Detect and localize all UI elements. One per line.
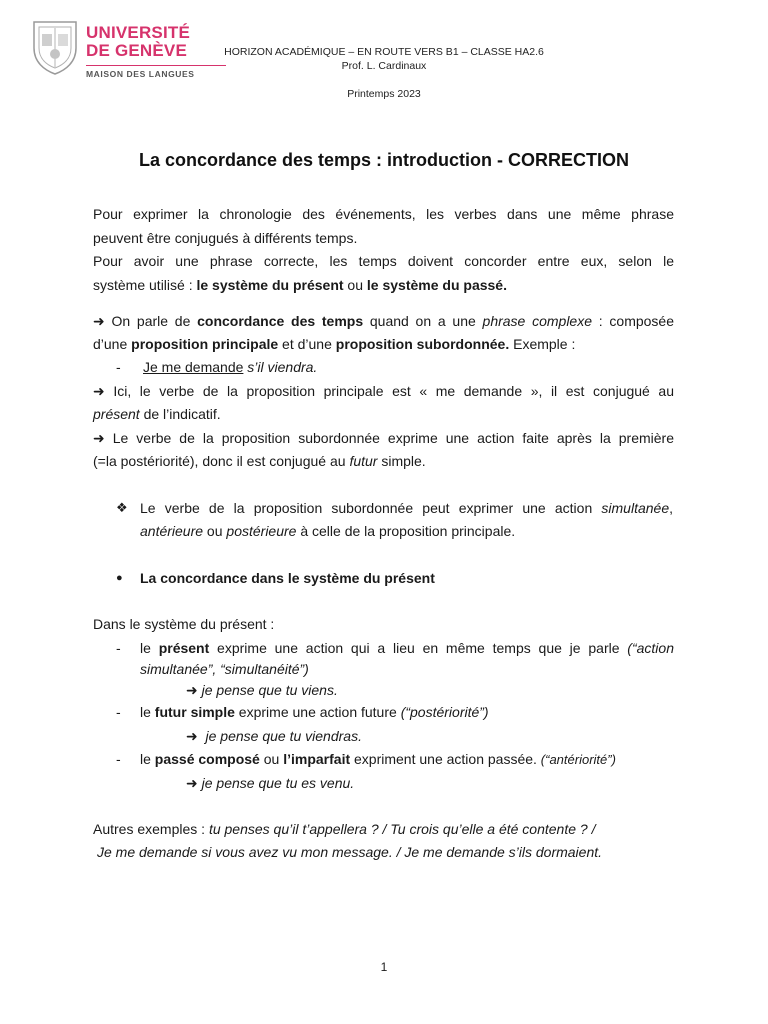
arrow-icon: ➜ <box>186 775 198 791</box>
present-item-3: le passé composé ou l’imparfait expriment une action passée. (“antériorité”) <box>140 751 616 767</box>
present-intro: Dans le système du présent : <box>93 616 275 632</box>
teacher-name: Prof. L. Cardinaux <box>341 60 427 72</box>
intro-line-1: Pour exprimer la chronologie des événements, les verbes dans une même phrase <box>93 206 674 222</box>
intro-line-4: système utilisé : le système du présent ou le système du passé. <box>93 277 507 293</box>
list-dash: - <box>116 704 121 720</box>
explain-line-4: présent de l’indicatif. <box>93 406 221 422</box>
diamond-bullet-icon: ❖ <box>116 500 128 515</box>
note-line-1: Le verbe de la proposition subordonnée peut exprimer une action simultanée, <box>140 500 673 516</box>
explain-line-2: d’une proposition principale et d’une proposition subordonnée. Exemple : <box>93 336 576 352</box>
list-dash: - <box>116 751 121 767</box>
example-dash: - <box>116 359 121 375</box>
page-number: 1 <box>380 960 388 974</box>
explain-line-6: (=la postériorité), donc il est conjugué au futur simple. <box>93 453 426 469</box>
past-system-term: le système du passé. <box>366 277 507 293</box>
list-dash: - <box>116 640 121 656</box>
intro-line-2: peuvent être conjugués à différents temps. <box>93 230 358 246</box>
university-logo <box>28 18 208 88</box>
explain-line-5: ➜ Le verbe de la proposition subordonnée exprime une action faite après la première <box>93 430 674 446</box>
section-heading: La concordance dans le système du présent <box>140 570 435 586</box>
present-item-1-line-1: le présent exprime une action qui a lieu en même temps que je parle (“action <box>140 640 674 656</box>
term: Printemps 2023 <box>347 88 421 100</box>
logo-text-line2: DE GENÈVE <box>86 41 187 60</box>
present-item-1-example: ➜ je pense que tu viens. <box>186 682 338 698</box>
present-item-2: le futur simple exprime une action future (“postériorité”) <box>140 704 489 720</box>
note-line-2: antérieure ou postérieure à celle de la proposition principale. <box>140 523 516 539</box>
course-title: HORIZON ACADÉMIQUE – EN ROUTE VERS B1 – CLASSE HA2.6 <box>224 46 544 58</box>
present-item-1-line-2: simultanée”, “simultanéité”) <box>140 661 309 677</box>
other-examples-line-2: Je me demande si vous avez vu mon message. / Je me demande s’ils dormaient. <box>97 844 603 860</box>
other-examples-line-1: Autres exemples : tu penses qu’il t’appellera ? / Tu crois qu’elle a été contente ? / <box>93 821 596 837</box>
seal-icon <box>28 18 82 76</box>
present-item-2-example: ➜ je pense que tu viendras. <box>186 728 362 744</box>
present-system-term: le système du présent <box>196 277 344 293</box>
logo-text-line1: UNIVERSITÉ <box>86 23 191 42</box>
explain-line-1: ➜ On parle de concordance des temps quand on a une phrase complexe : composée <box>93 313 674 329</box>
round-bullet-icon: ● <box>116 572 123 584</box>
present-item-3-example: ➜ je pense que tu es venu. <box>186 775 355 791</box>
explain-line-3: ➜ Ici, le verbe de la proposition principale est « me demande », il est conjugué au <box>93 383 674 399</box>
arrow-icon: ➜ <box>186 728 198 744</box>
example-sentence: Je me demande s’il viendra. <box>143 359 318 375</box>
logo-text-line3: MAISON DES LANGUES <box>86 69 195 79</box>
page-title: La concordance des temps : introduction - CORRECTION <box>138 150 630 170</box>
intro-line-3: Pour avoir une phrase correcte, les temps doivent concorder entre eux, selon le <box>93 253 674 269</box>
arrow-icon: ➜ <box>186 682 198 698</box>
